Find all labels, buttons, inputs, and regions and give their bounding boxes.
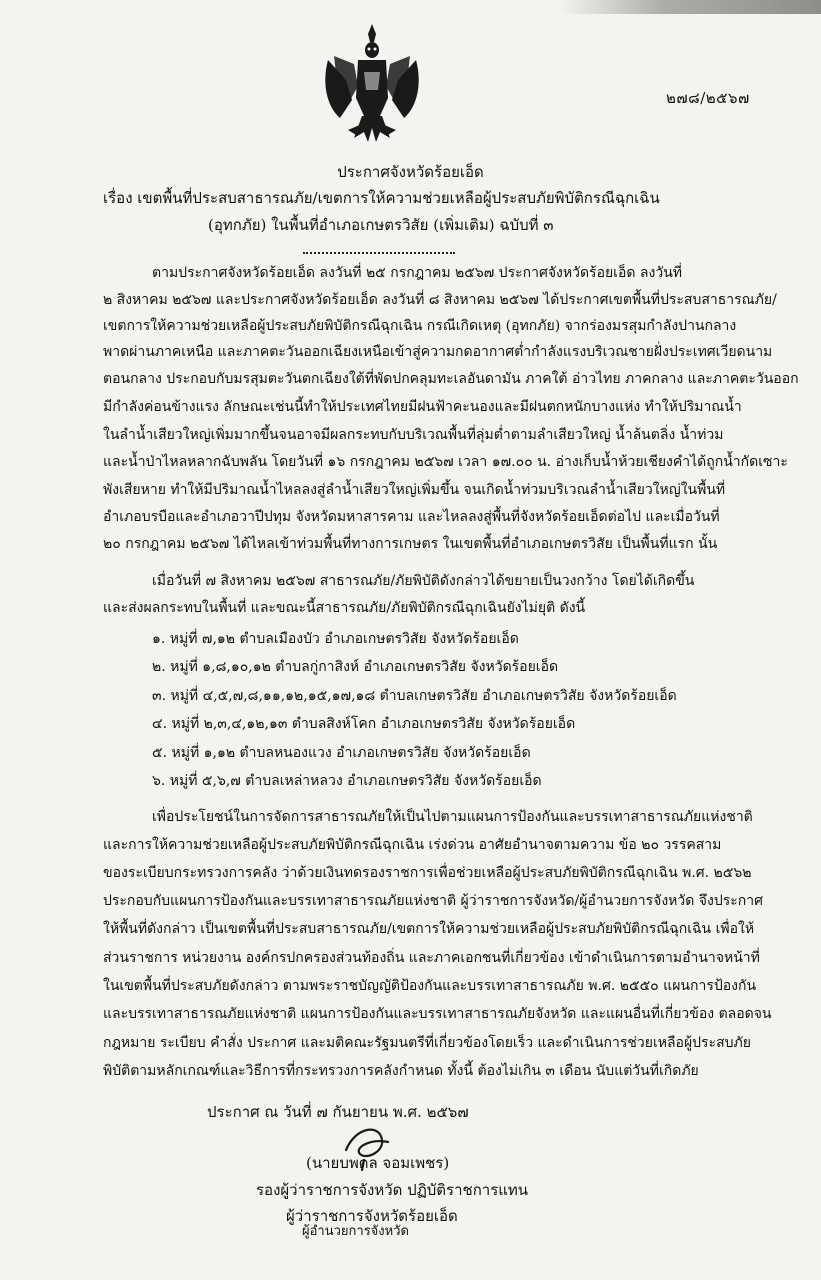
para1-line: ตามประกาศจังหวัดร้อยเอ็ด ลงวันที่ ๒๕ กรกฎาคม ๒๕๖๗ ประกาศจังหวัดร้อยเอ็ด ลงวันที่ (152, 265, 682, 281)
announce-date: ประกาศ ณ วันที่ ๗ กันยายน พ.ศ. ๒๕๖๗ (207, 1103, 469, 1121)
para1-line: ตอนกลาง ประกอบกับมรสุมตะวันตกเฉียงใต้ที่พัดปกคลุมทะเลอันดามัน ภาคใต้ อ่าวไทย ภาคกลาง และภาคตะวันออก (103, 371, 799, 387)
para3-line: เพื่อประโยชน์ในการจัดการสาธารณภัยให้เป็นไปตามแผนการป้องกันและบรรเทาสาธารณภัยแห่งชาติ (152, 809, 753, 825)
affected-area-item: ๒. หมู่ที่ ๑,๘,๑๐,๑๒ ตำบลกู่กาสิงห์ อำเภอเกษตรวิสัย จังหวัดร้อยเอ็ด (152, 659, 559, 675)
para3-line: ส่วนราชการ หน่วยงาน องค์กรปกครองส่วนท้องถิ่น และภาคเอกชนที่เกี่ยวข้อง เข้าดำเนินการตามอำนาจหน้าที่ (103, 950, 760, 966)
affected-area-item: ๔. หมู่ที่ ๒,๓,๔,๑๒,๑๓ ตำบลสิงห์โคก อำเภอเกษตรวิสัย จังหวัดร้อยเอ็ด (152, 716, 576, 732)
subject-line-2: (อุทกภัย) ในพื้นที่อำเภอเกษตรวิสัย (เพิ่มเติม) ฉบับที่ ๓ (208, 216, 554, 234)
affected-area-item: ๖. หมู่ที่ ๕,๖,๗ ตำบลเหล่าหลวง อำเภอเกษตรวิสัย จังหวัดร้อยเอ็ด (152, 773, 542, 789)
para1-line: เขตการให้ความช่วยเหลือผู้ประสบภัยพิบัติกรณีฉุกเฉิน กรณีเกิดเหตุ (อุทกภัย) จากร่องมรสุมกำลังปานกลาง (103, 318, 737, 334)
document-title: ประกาศจังหวัดร้อยเอ็ด (337, 163, 484, 181)
para3-line: ให้พื้นที่ดังกล่าว เป็นเขตพื้นที่ประสบสาธารณภัย/เขตการให้ความช่วยเหลือผู้ประสบภัยพิบัติกรณีฉุกเฉิน เพื่อให้ (103, 921, 755, 937)
para3-line: พิบัติตามหลักเกณฑ์และวิธีการที่กระทรวงการคลังกำหนด ทั้งนี้ ต้องไม่เกิน ๓ เดือน นับแต่วันที่เกิดภัย (103, 1063, 699, 1079)
para3-line: กฎหมาย ระเบียบ คำสั่ง ประกาศ และมติคณะรัฐมนตรีที่เกี่ยวข้องโดยเร็ว และดำเนินการช่วยเหลือผู้ประสบภัย (103, 1035, 751, 1051)
para2-line: และส่งผลกระทบในพื้นที่ และขณะนี้สาธารณภัย/ภัยพิบัติกรณีฉุกเฉินยังไม่ยุติ ดังนี้ (103, 600, 586, 616)
garuda-emblem-icon (318, 20, 426, 150)
para1-line: ๒๐ กรกฎาคม ๒๕๖๗ ได้ไหลเข้าท่วมพื้นที่ทางการเกษตร ในเขตพื้นที่อำเภอเกษตรวิสัย เป็นพื้นที่แรก นั้น (103, 536, 718, 552)
para1-line: ในลำน้ำเสียวใหญ่เพิ่มมากขึ้นจนอาจมีผลกระทบกับบริเวณพื้นที่ลุ่มต่ำตามลำเสียวใหญ่ น้ำล้นตลิ่ง น้ำท่วม (103, 427, 724, 443)
para3-line: ของระเบียบกระทรวงการคลัง ว่าด้วยเงินทดรองราชการเพื่อช่วยเหลือผู้ประสบภัยพิบัติกรณีฉุกเฉิน พ.ศ. ๒๕๖๒ (103, 865, 752, 881)
para3-line: ประกอบกับแผนการป้องกันและบรรเทาสาธารณภัยแห่งชาติ ผู้ว่าราชการจังหวัด/ผู้อำนวยการจังหวัด จึงประกาศ (103, 893, 763, 909)
affected-area-item: ๑. หมู่ที่ ๗,๑๒ ตำบลเมืองบัว อำเภอเกษตรวิสัย จังหวัดร้อยเอ็ด (152, 631, 519, 647)
para1-line: อำเภอบรบือและอำเภอวาปีปทุม จังหวัดมหาสารคาม และไหลลงสู่พื้นที่จังหวัดร้อยเอ็ดต่อไป และเมื่อวันที่ (103, 509, 720, 525)
scan-edge (560, 0, 821, 14)
signer-position-2: ผู้ว่าราชการจังหวัดร้อยเอ็ด (286, 1207, 458, 1225)
signer-name: (นายบพดล จอมเพชร) (306, 1154, 450, 1172)
subject-line-1: เรื่อง เขตพื้นที่ประสบสาธารณภัย/เขตการให้ความช่วยเหลือผู้ประสบภัยพิบัติกรณีฉุกเฉิน (103, 189, 660, 207)
para3-line: และบรรเทาสาธารณภัยแห่งชาติ แผนการป้องกันและบรรเทาสาธารณภัยจังหวัด และแผนอื่นที่เกี่ยวข้อง ตลอดจน (103, 1006, 772, 1022)
para1-line: และน้ำป่าไหลหลากฉับพลัน โดยวันที่ ๑๖ กรกฎาคม ๒๕๖๗ เวลา ๑๗.๐๐ น. อ่างเก็บน้ำห้วยเชียงคำได้ถูกน้ำกัดเซาะ (103, 454, 788, 470)
para3-line: และการให้ความช่วยเหลือผู้ประสบภัยพิบัติกรณีฉุกเฉิน เร่งด่วน อาศัยอำนาจตามความ ข้อ ๒๐ วรรคสาม (103, 837, 722, 853)
affected-area-item: ๓. หมู่ที่ ๔,๕,๗,๘,๑๑,๑๒,๑๕,๑๗,๑๘ ตำบลเกษตรวิสัย อำเภอเกษตรวิสัย จังหวัดร้อยเอ็ด (152, 688, 677, 704)
para1-line: มีกำลังค่อนข้างแรง ลักษณะเช่นนี้ทำให้ประเทศไทยมีฝนฟ้าคะนองและมีฝนตกหนักบางแห่ง ทำให้ปริมาณน้ำ (103, 399, 742, 415)
document-number: ๒๗๘/๒๕๖๗ (666, 89, 750, 107)
para1-line: พาดผ่านภาคเหนือ และภาคตะวันออกเฉียงเหนือเข้าสู่ความกดอากาศต่ำกำลังแรงบริเวณชายฝั่งประเทศเวียดนาม (103, 344, 773, 360)
title-separator (303, 252, 455, 254)
signer-position-1: รองผู้ว่าราชการจังหวัด ปฏิบัติราชการแทน (256, 1181, 529, 1199)
para1-line: ๒ สิงหาคม ๒๕๖๗ และประกาศจังหวัดร้อยเอ็ด ลงวันที่ ๘ สิงหาคม ๒๕๖๗ ได้ประกาศเขตพื้นที่ประสบสาธารณภัย/ (103, 292, 777, 308)
signer-position-3: ผู้อำนวยการจังหวัด (302, 1224, 409, 1239)
para3-line: ในเขตพื้นที่ประสบภัยดังกล่าว ตามพระราชบัญญัติป้องกันและบรรเทาสาธารณภัย พ.ศ. ๒๕๕๐ แผนการป้องกัน (103, 978, 757, 994)
para2-line: เมื่อวันที่ ๗ สิงหาคม ๒๕๖๗ สาธารณภัย/ภัยพิบัติดังกล่าวได้ขยายเป็นวงกว้าง โดยได้เกิดขึ้น (152, 573, 695, 589)
para1-line: พังเสียหาย ทำให้มีปริมาณน้ำไหลลงสู่ลำน้ำเสียวใหญ่เพิ่มขึ้น จนเกิดน้ำท่วมบริเวณลำน้ำเสียวใหญ่ในพื้นที่ (103, 482, 726, 498)
affected-area-item: ๕. หมู่ที่ ๑,๑๒ ตำบลหนองแวง อำเภอเกษตรวิสัย จังหวัดร้อยเอ็ด (152, 745, 531, 761)
